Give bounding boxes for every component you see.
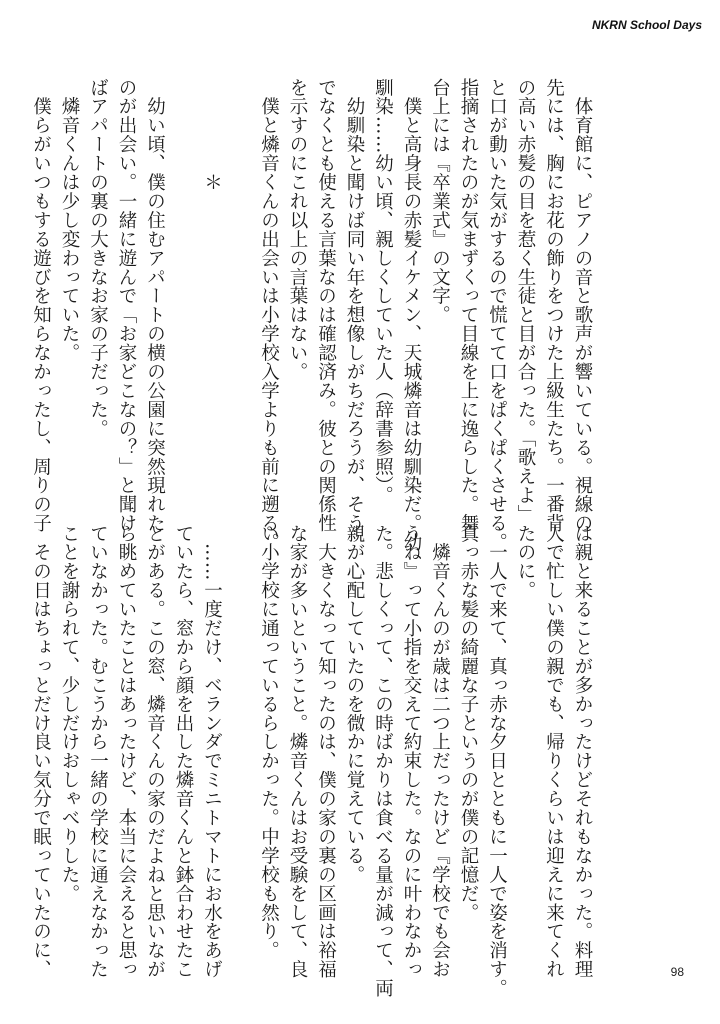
text-line: 幼馴染と聞けば同い年を想像しがちだろうが、そう [344,78,365,533]
text-column-bottom [26,524,596,998]
text-line: た。悲しくって、この時ばかりは食べる量が減って、両 [372,524,394,998]
text-line: のが出会い。一緒に遊んで「お家どこなの？」と聞け [116,78,137,533]
text-line: ……一度だけ、ベランダでミニトマトにお水をあげ [201,524,223,979]
text-line: ＊ [201,78,223,192]
text-line: 燐音くんのが歳は二つ上だったけど『学校でも会お [429,524,451,979]
text-line: 燐音くんは少し変わっていた。 [59,78,80,363]
text-line: い小学校に通っているらしかった。中学校も然り。 [258,524,280,960]
text-line: 体育館に、ピアノの音と歌声が響いている。視線の [572,78,593,533]
running-header: NKRN School Days [591,18,702,32]
text-line [226,78,255,502]
text-line: 人で忙しい僕の親でも、帰りくらいは迎えに来てくれ [543,524,565,979]
text-line: 先には、胸にお花の飾りをつけた上級生たち。一番背 [543,78,565,533]
text-line: 僕と燐音くんの出会いは小学校入学よりも前に遡る。 [258,78,280,552]
text-line: でなくとも使える言葉なのは確認済み。彼との関係性 [315,78,337,533]
text-line: 台上には『卒業式』の文字。 [429,78,451,325]
text-line: ことを謝られて、少しだけおしゃべりした。 [59,524,80,903]
text-line: は親と来ることが多かったけどそれもなかった。料理 [572,524,593,979]
text-line: 僕らがいつもする遊びを知らなかったし、周りの子 [30,78,52,533]
text-line: な家が多いということ。燐音くんはお受験をして、良 [287,524,308,979]
text-line: ばアパートの裏の大きなお家の子だった。 [87,78,109,439]
text-line: 親が心配していたのを微かに覚えている。 [344,524,365,885]
text-line: 僕と高身長の赤髪イケメン、天城燐音は幼馴染だ。幼 [401,78,422,552]
text-line: 真っ赤な髪の綺麗な子というのが僕の記憶だ。 [458,524,479,922]
text-line: ら眺めていたことはあったけど、本当に会えると思っ [116,524,137,979]
text-line [226,524,255,948]
text-line: と口が動いた気がするので慌てて口をぱくぱくさせる。 [486,78,508,552]
text-line: うね』って小指を交えて約束した。なのに叶わなかっ [401,524,422,979]
text-line: の高い赤髪の目を惹く生徒と目が合った。「歌えよ」 [515,78,536,524]
text-line: 大きくなって知ったのは、僕の家の裏の区画は裕福 [315,524,337,979]
text-line: たのに。 [515,524,536,600]
text-line: ていなかった。むこうから一緒の学校に通えなかった [87,524,109,979]
text-line: ていたら、窓から顔を出した燐音くんと鉢合わせたこ [173,524,194,979]
text-column-top [26,78,596,552]
text-line: その日はちょっとだけ良い気分で眠っていたのに、 [30,524,52,979]
text-line: を示すのにこれ以上の言葉はない。 [287,78,308,382]
text-line: 指摘されたのが気まずくって目線を上に逸らした。舞 [458,78,479,533]
text-line: とがある。この窓、燐音くんの家のだよねと思いなが [144,524,166,979]
page-number: 98 [670,965,684,979]
text-line: 馴染……幼い頃、親しくしていた人（辞書参照）。 [372,78,394,505]
text-line: 幼い頃、僕の住むアパートの横の公園に突然現れた [144,78,166,533]
text-line: 一人で来て、真っ赤な夕日とともに一人で姿を消す。 [486,524,508,998]
text-line [169,78,198,502]
